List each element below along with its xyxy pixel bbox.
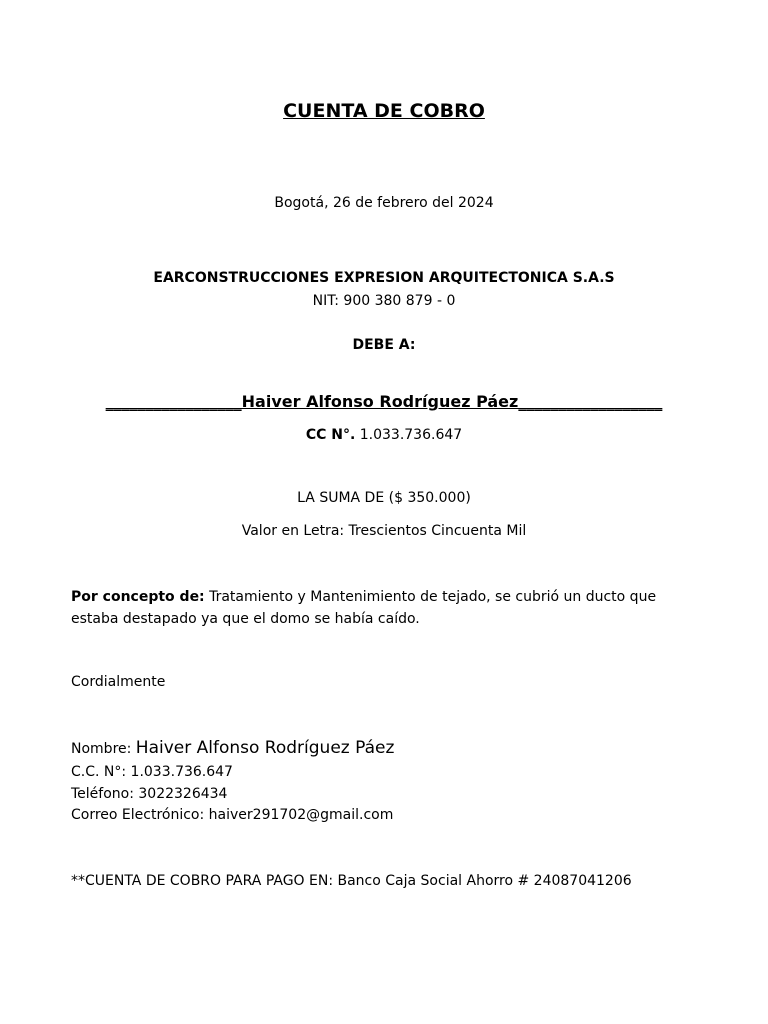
debe-a-label: DEBE A: <box>352 337 416 353</box>
closing: Cordialmente <box>71 674 166 690</box>
debtor-nit: NIT: 900 380 879 - 0 <box>312 293 456 309</box>
debtor-name: EARCONSTRUCCIONES EXPRESION ARQUITECTONICA S.A.S <box>153 270 615 286</box>
amount-in-words: Valor en Letra: Trescientos Cincuenta Mil <box>241 523 527 539</box>
signature-name <box>71 738 394 758</box>
payment-note: **CUENTA DE COBRO PARA PAGO EN: Banco Caja Social Ahorro # 24087041206 <box>71 873 632 889</box>
payee-cc-label: CC N°. <box>305 427 356 443</box>
payee-cc <box>0 427 768 443</box>
amount: LA SUMA DE ($ 350.000) <box>297 490 471 506</box>
signature-email: Correo Electrónico: haiver291702@gmail.com <box>71 807 394 823</box>
signature-phone: Teléfono: 3022326434 <box>71 786 228 802</box>
signature-name-label: Nombre: <box>71 741 136 757</box>
payee-name: _________________Haiver Alfonso Rodríguez Páez__________________ <box>105 392 663 411</box>
payee-cc-value: 1.033.736.647 <box>355 427 463 443</box>
concept-paragraph <box>71 586 701 630</box>
city-date: Bogotá, 26 de febrero del 2024 <box>274 195 494 211</box>
concept-text: Tratamiento y Mantenimiento de tejado, se cubrió un ducto que estaba destapado ya que el domo se había caído. <box>71 589 657 627</box>
concept-label: Por concepto de: <box>71 589 205 605</box>
signature-name-value: Haiver Alfonso Rodríguez Páez <box>135 738 395 758</box>
document-title: CUENTA DE COBRO <box>283 100 485 122</box>
signature-cc: C.C. N°: 1.033.736.647 <box>71 764 233 780</box>
